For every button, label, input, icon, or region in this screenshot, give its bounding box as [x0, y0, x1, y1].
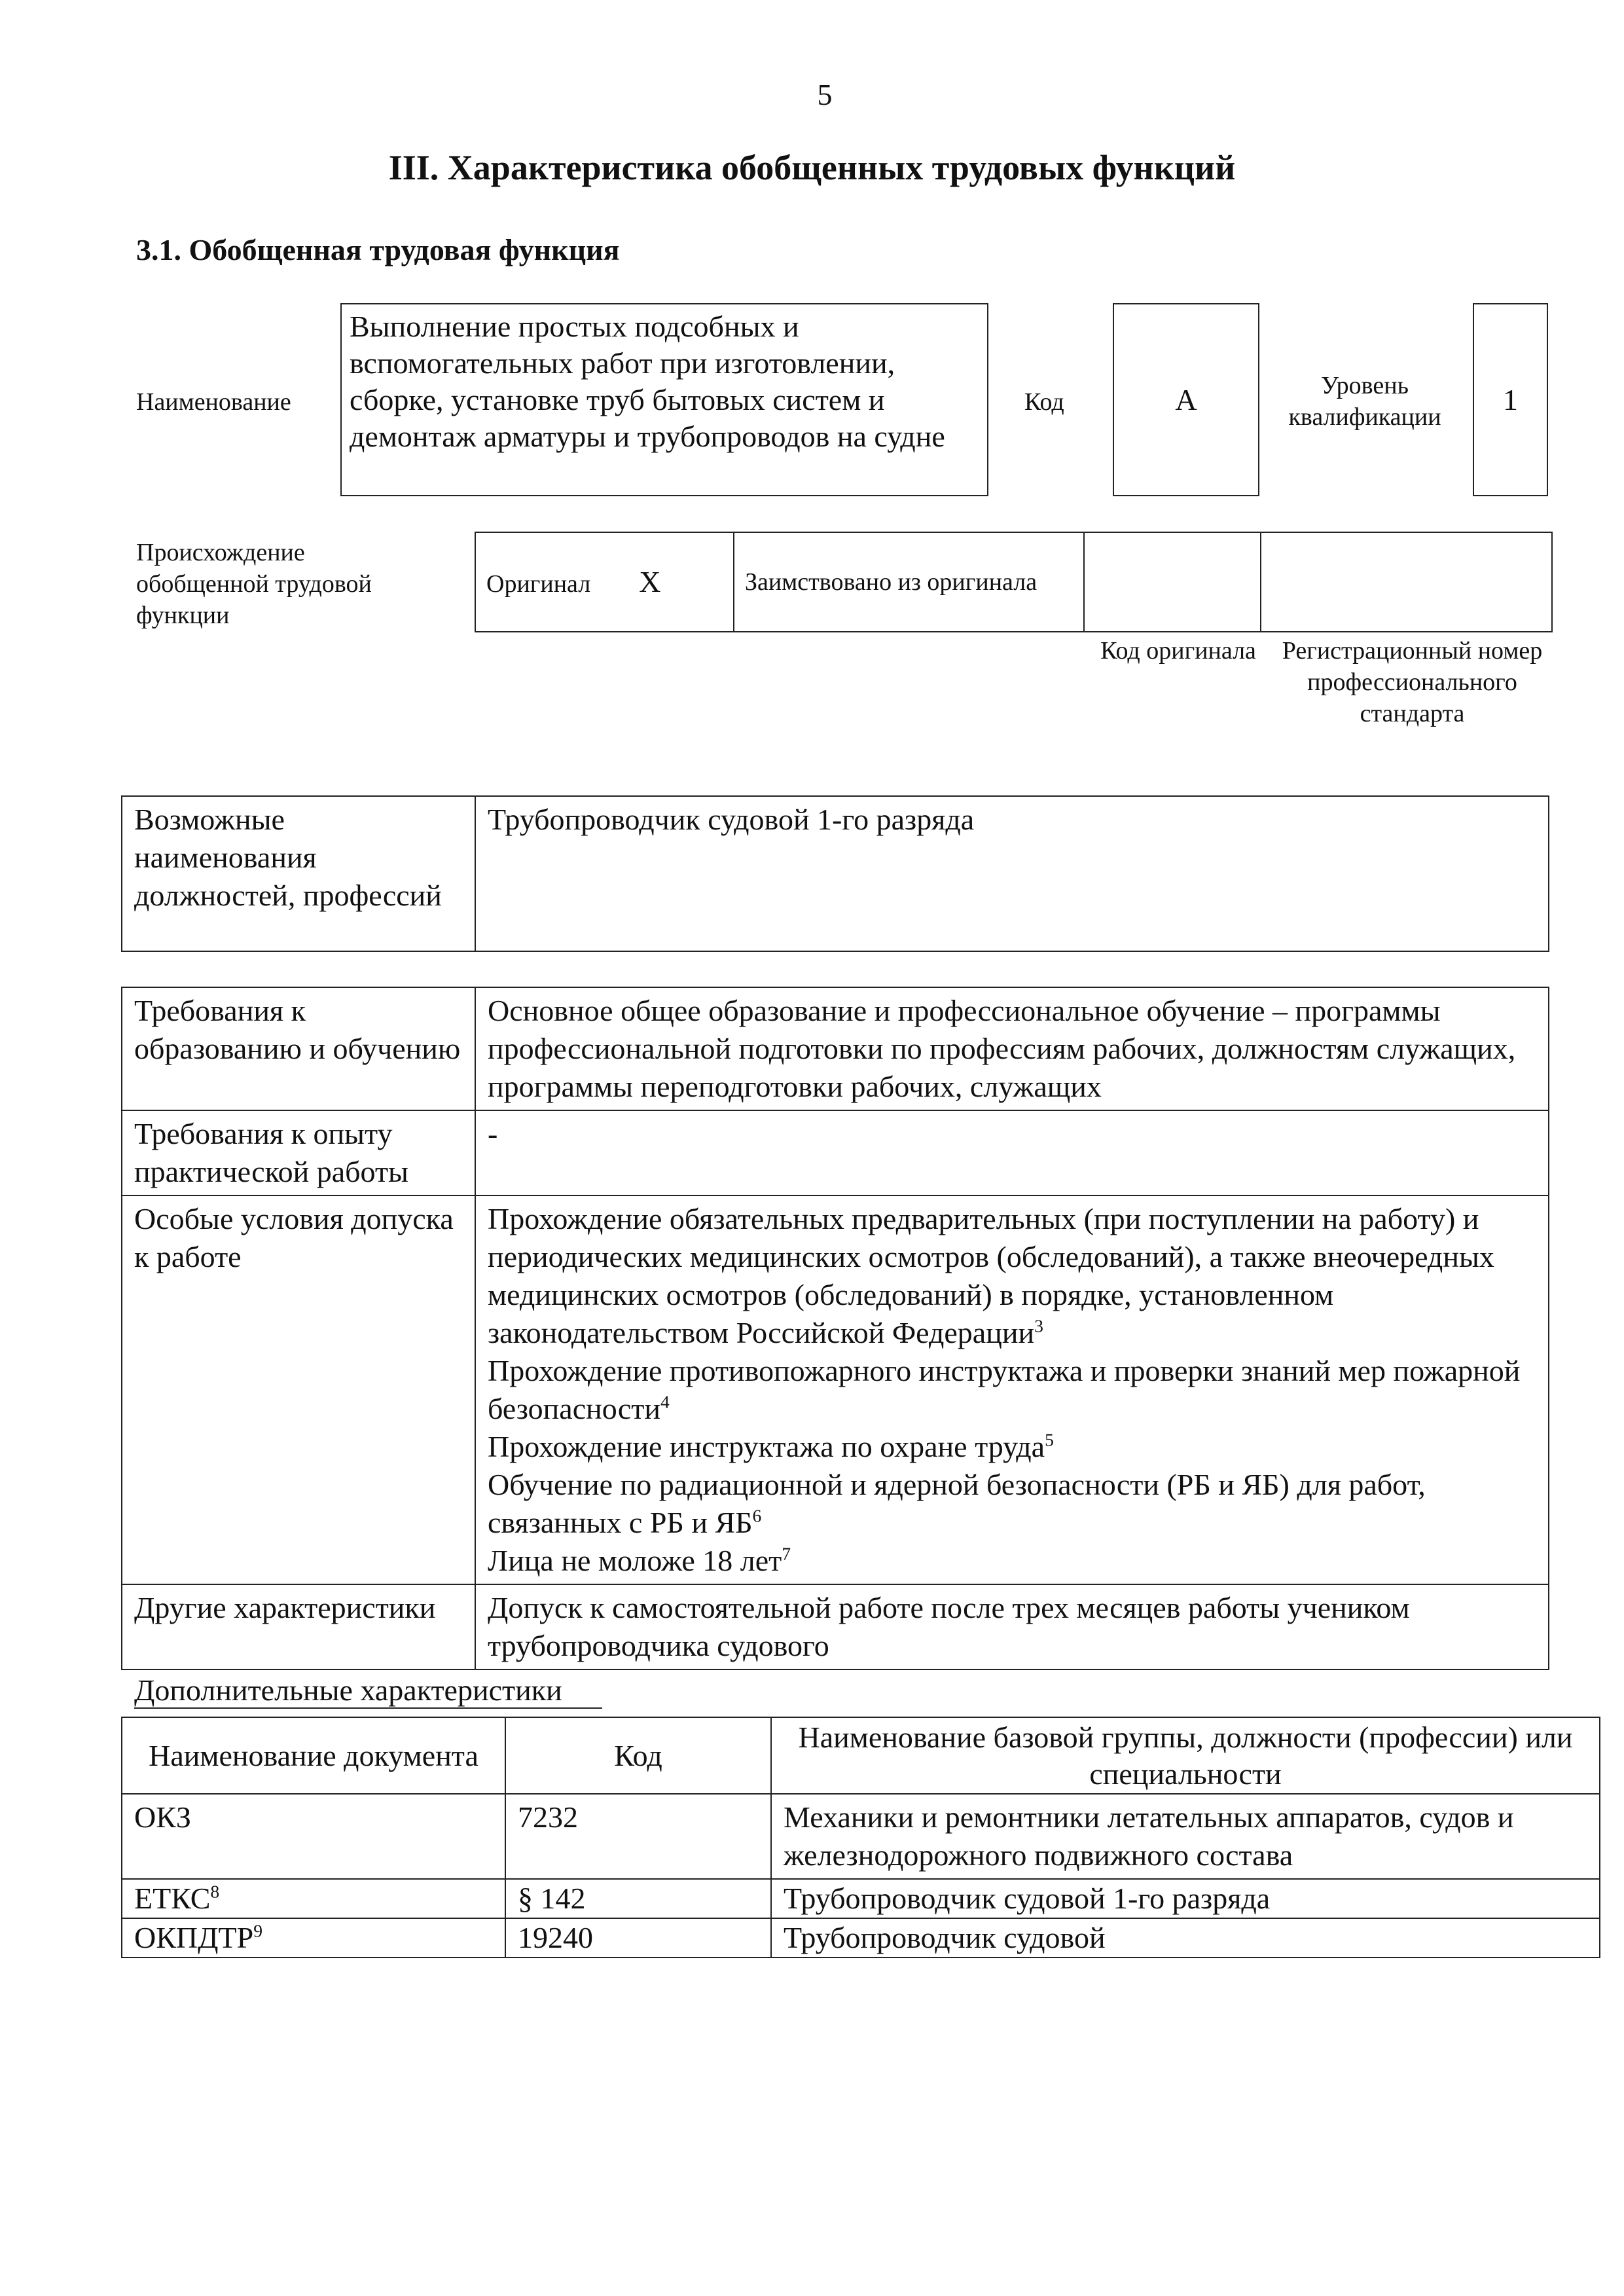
group-cell: Трубопроводчик судовой	[771, 1918, 1600, 1958]
function-name-value: Выполнение простых подсобных и вспомогательных работ при изготовлении, сборке, установке труб бытовых систем и демонтаж арматуры и трубопроводов на судне	[340, 303, 988, 496]
footnote-ref: 5	[1045, 1429, 1054, 1450]
req-line: Обучение по радиационной и ядерной безопасности (РБ и ЯБ) для работ, связанных с РБ и $ЯБ^6$	[488, 1468, 1426, 1539]
table-row	[122, 987, 1549, 1110]
table-header-row	[122, 1717, 1600, 1794]
section-title: III. Характеристика обобщенных трудовых функций	[388, 148, 1236, 187]
function-code-text: А	[1175, 382, 1197, 416]
positions-value: Трубопроводчик судовой 1-го разряда	[475, 796, 1549, 951]
reg-number-caption: Регистрационный номер профессионального стандарта	[1282, 637, 1543, 727]
doc-cell: ОКПДТР$^9$	[122, 1918, 505, 1958]
req-label: Другие характеристики	[122, 1584, 475, 1669]
header-code: Код	[505, 1717, 771, 1794]
code-cell: § 142	[505, 1879, 771, 1918]
footnote-ref: 8	[210, 1881, 220, 1902]
code-cell: 19240	[505, 1918, 771, 1958]
level-label: Уровень квалификации	[1288, 372, 1441, 431]
reg-number-cell	[1261, 532, 1552, 632]
req-label: Особые условия допуска к работе	[122, 1195, 475, 1584]
table-row	[122, 1584, 1549, 1669]
positions-label: Возможные наименования должностей, профессий	[122, 796, 475, 951]
req-value	[475, 1195, 1549, 1584]
req-label: Требования к образованию и обучению	[122, 987, 475, 1110]
positions-table	[121, 795, 1549, 952]
req-line: Лица не моложе 18 лет$^7$	[488, 1543, 791, 1577]
footnote-ref: 3	[1034, 1315, 1043, 1336]
table-row	[122, 1794, 1600, 1879]
level-text: 1	[1503, 382, 1518, 416]
original-label: Оригинал	[486, 570, 591, 598]
name-label: Наименование	[136, 388, 291, 416]
origin-table	[475, 532, 1553, 632]
page-number: 5	[817, 78, 833, 111]
req-value: Допуск к самостоятельной работе после трех месяцев работы учеником трубопроводчика судового	[475, 1584, 1549, 1669]
code-original-cell	[1084, 532, 1261, 632]
origin-label: Происхождение обобщенной трудовой функции	[136, 539, 372, 629]
original-cell	[475, 532, 734, 632]
req-label: Требования к опыту практической работы	[122, 1110, 475, 1195]
footnote-ref: 9	[253, 1920, 262, 1941]
doc-cell: ОКЗ	[122, 1794, 505, 1879]
table-row	[122, 1918, 1600, 1958]
footnote-ref: 7	[782, 1543, 791, 1564]
header-document: Наименование документа	[122, 1717, 505, 1794]
group-cell: Трубопроводчик судовой 1-го разряда	[771, 1879, 1600, 1918]
footnote-ref: 4	[660, 1391, 670, 1412]
code-original-caption: Код оригинала	[1100, 637, 1256, 665]
footnote-ref: 6	[752, 1505, 762, 1526]
level-value	[1473, 303, 1548, 496]
additional-table	[121, 1717, 1600, 1958]
borrowed-label: Заимствовано из оригинала	[734, 532, 1084, 632]
req-line: Прохождение инструктажа по охране труда$^5$	[488, 1429, 1054, 1463]
original-mark: Х	[639, 565, 661, 598]
req-line: Прохождение обязательных предварительных (при поступлении на работу) и периодических медицинских осмотров (обследований), а также внеочередных медицинских осмотров (обследований) в порядке, установленном законодательством Российской Федерации$^3$	[488, 1202, 1494, 1349]
req-line: Прохождение противопожарного инструктажа и проверки знаний мер пожарной безопасности$^4$	[488, 1354, 1521, 1425]
table-row	[122, 1110, 1549, 1195]
doc-cell: ЕТКС$^8$	[122, 1879, 505, 1918]
function-code-value	[1113, 303, 1259, 496]
additional-title: Дополнительные характеристики	[134, 1673, 602, 1709]
code-label: Код	[1024, 388, 1064, 416]
code-cell: 7232	[505, 1794, 771, 1879]
requirements-table	[121, 987, 1549, 1670]
req-value: -	[475, 1110, 1549, 1195]
group-cell: Механики и ремонтники летательных аппаратов, судов и железнодорожного подвижного состава	[771, 1794, 1600, 1879]
table-row	[122, 1879, 1600, 1918]
table-row	[122, 1195, 1549, 1584]
subsection-title: 3.1. Обобщенная трудовая функция	[136, 233, 620, 266]
header-group: Наименование базовой группы, должности (профессии) или специальности	[771, 1717, 1600, 1794]
req-value: Основное общее образование и профессиональное обучение – программы профессиональной подготовки по профессиям рабочих, должностям служащих, программы переподготовки рабочих, служащих	[475, 987, 1549, 1110]
